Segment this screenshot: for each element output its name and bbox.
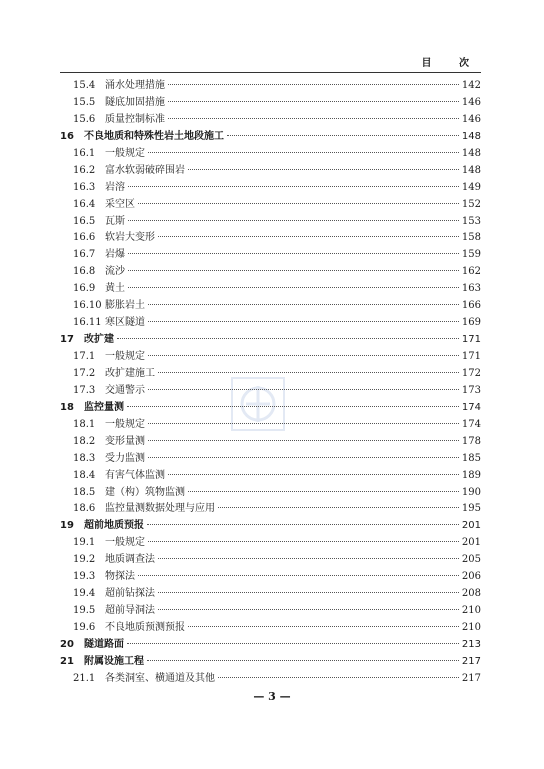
toc-section-entry[interactable]: [60, 671, 481, 688]
toc-chapter-entry[interactable]: [60, 400, 481, 417]
entry-title: 质量控制标准: [105, 113, 165, 125]
entry-title: 建（构）筑物监测: [105, 486, 185, 498]
entry-title: 岩爆: [105, 249, 125, 261]
entry-title: 变形量测: [105, 435, 145, 447]
toc-section-entry[interactable]: [60, 78, 481, 95]
toc-section-entry[interactable]: [60, 180, 481, 197]
toc-section-entry[interactable]: [60, 501, 481, 518]
entry-number: 15.4: [73, 80, 96, 91]
entry-page-number: 178: [461, 435, 481, 447]
entry-number: 19.5: [73, 605, 96, 617]
entry-page-number: 159: [461, 249, 481, 261]
entry-number: 18.6: [73, 503, 96, 515]
dot-leader: [148, 457, 459, 458]
entry-number: 17.3: [73, 384, 96, 396]
toc-section-entry[interactable]: [60, 552, 481, 569]
entry-page-number: 166: [461, 300, 481, 312]
entry-title: 附属设施工程: [84, 655, 144, 667]
entry-number: 18.4: [73, 469, 96, 481]
dot-leader: [148, 321, 459, 322]
entry-page-number: 149: [461, 181, 481, 193]
toc-section-entry[interactable]: [60, 214, 481, 231]
dot-leader: [128, 186, 459, 187]
entry-number: 17.2: [73, 367, 96, 379]
entry-page-number: 217: [461, 655, 481, 667]
entry-page-number: 163: [461, 283, 481, 295]
dot-leader: [127, 643, 459, 644]
dot-leader: [138, 203, 459, 204]
toc-section-entry[interactable]: [60, 485, 481, 502]
entry-title: 地质调查法: [105, 554, 155, 566]
dot-leader: [158, 558, 459, 559]
entry-page-number: 148: [461, 130, 481, 142]
dot-leader: [128, 220, 459, 221]
toc-section-entry[interactable]: [60, 146, 481, 163]
toc-section-entry[interactable]: [60, 383, 481, 400]
entry-title: 隧底加固措施: [105, 96, 165, 108]
entry-title: 改扩建施工: [105, 367, 155, 379]
entry-title: 超前地质预报: [84, 520, 144, 532]
entry-title: 超前导洞法: [105, 605, 155, 617]
toc-chapter-entry[interactable]: [60, 654, 481, 671]
entry-page-number: 162: [461, 266, 481, 278]
entry-title: 超前钻探法: [105, 588, 155, 600]
dot-leader: [218, 507, 459, 508]
entry-page-number: 213: [461, 638, 481, 650]
entry-title: 一般规定: [105, 147, 145, 159]
toc-section-entry[interactable]: [60, 366, 481, 383]
toc-section-entry[interactable]: [60, 197, 481, 214]
entry-title: 一般规定: [105, 418, 145, 430]
entry-page-number: 210: [461, 605, 481, 617]
dot-leader: [148, 423, 459, 424]
entry-number: 16.4: [73, 198, 96, 210]
entry-number: 18.3: [73, 452, 96, 464]
entry-number: 15.6: [73, 113, 96, 125]
toc-section-entry[interactable]: [60, 451, 481, 468]
entry-title: 监控量测数据处理与应用: [105, 503, 215, 515]
toc-section-entry[interactable]: [60, 586, 481, 603]
entry-number: 20: [60, 638, 74, 650]
dot-leader: [188, 169, 459, 170]
entry-page-number: 153: [461, 215, 481, 227]
entry-title: 监控量测: [84, 401, 124, 413]
entry-page-number: 208: [461, 588, 481, 600]
entry-page-number: 152: [461, 198, 481, 210]
entry-page-number: 174: [461, 418, 481, 430]
entry-title: 涌水处理措施: [105, 80, 165, 91]
entry-title: 隧道路面: [84, 638, 124, 650]
dot-leader: [218, 677, 459, 678]
entry-number: 16.10: [73, 300, 102, 312]
entry-title: 交通警示: [105, 384, 145, 396]
entry-title: 瓦斯: [105, 215, 125, 227]
entry-number: 19.1: [73, 537, 96, 549]
toc-section-entry[interactable]: [60, 434, 481, 451]
entry-title: 改扩建: [84, 334, 114, 346]
entry-page-number: 210: [461, 622, 481, 633]
dot-leader: [138, 575, 459, 576]
toc-section-entry[interactable]: [60, 468, 481, 485]
toc-chapter-entry[interactable]: [60, 518, 481, 535]
toc-chapter-entry[interactable]: [60, 129, 481, 146]
toc-section-entry[interactable]: [60, 247, 481, 264]
toc-section-entry[interactable]: [60, 112, 481, 129]
entry-page-number: 171: [461, 334, 481, 346]
entry-page-number: 217: [461, 672, 481, 684]
entry-title: 膨胀岩土: [105, 300, 145, 312]
dot-leader: [128, 270, 459, 271]
toc-section-entry[interactable]: [60, 230, 481, 247]
entry-number: 17.1: [73, 351, 96, 362]
toc-section-entry[interactable]: [60, 264, 481, 281]
entry-page-number: 169: [461, 317, 481, 329]
toc-section-entry[interactable]: [60, 620, 481, 637]
entry-number: 15.5: [73, 96, 96, 108]
entry-number: 16.5: [73, 215, 96, 227]
entry-title: 受力监测: [105, 452, 145, 464]
entry-number: 18.2: [73, 435, 96, 447]
toc-section-entry[interactable]: [60, 298, 481, 315]
dot-leader: [188, 491, 459, 492]
dot-leader: [168, 474, 459, 475]
entry-page-number: 173: [461, 384, 481, 396]
entry-page-number: 158: [461, 232, 481, 244]
dot-leader: [148, 152, 459, 153]
entry-page-number: 206: [461, 571, 481, 583]
dot-leader: [168, 84, 459, 85]
entry-page-number: 201: [461, 520, 481, 532]
dot-leader: [158, 592, 459, 593]
toc-section-entry[interactable]: [60, 281, 481, 298]
dot-leader: [148, 304, 459, 305]
entry-number: 16.6: [73, 232, 96, 244]
dot-leader: [158, 372, 459, 373]
entry-title: 一般规定: [105, 537, 145, 549]
dot-leader: [158, 609, 459, 610]
entry-title: 岩溶: [105, 181, 125, 193]
entry-page-number: 148: [461, 147, 481, 159]
entry-number: 18.1: [73, 418, 96, 430]
entry-title: 软岩大变形: [105, 232, 155, 244]
entry-title: 一般规定: [105, 351, 145, 362]
entry-page-number: 190: [461, 486, 481, 498]
dot-leader: [117, 338, 459, 339]
entry-title: 寒区隧道: [105, 317, 145, 329]
entry-number: 17: [60, 334, 74, 346]
toc-section-entry[interactable]: [60, 535, 481, 552]
toc-chapter-entry[interactable]: [60, 637, 481, 654]
dot-leader: [148, 440, 459, 441]
toc-section-entry[interactable]: [60, 603, 481, 620]
entry-title: 物探法: [105, 571, 135, 583]
page-header: [60, 54, 481, 73]
entry-page-number: 205: [461, 554, 481, 566]
entry-page-number: 171: [461, 351, 481, 362]
entry-page-number: 201: [461, 537, 481, 549]
dot-leader: [127, 406, 459, 407]
entry-title: 不良地质预测预报: [105, 622, 185, 633]
entry-number: 16.9: [73, 283, 96, 295]
entry-number: 16.11: [73, 317, 102, 329]
dot-leader: [227, 135, 459, 136]
dot-leader: [128, 287, 459, 288]
entry-title: 不良地质和特殊性岩土地段施工: [84, 130, 224, 142]
entry-number: 16.8: [73, 266, 96, 278]
header-title: 目 次: [421, 58, 481, 69]
table-of-contents: [60, 78, 481, 688]
toc-chapter-entry[interactable]: [60, 332, 481, 349]
entry-title: 富水软弱破碎围岩: [105, 164, 185, 176]
dot-leader: [168, 101, 459, 102]
entry-page-number: 174: [461, 401, 481, 413]
page-number: — 3 —: [253, 690, 291, 703]
entry-number: 16: [60, 130, 74, 142]
entry-title: 采空区: [105, 198, 135, 210]
dot-leader: [147, 660, 459, 661]
dot-leader: [148, 355, 459, 356]
toc-section-entry[interactable]: [60, 569, 481, 586]
toc-section-entry[interactable]: [60, 95, 481, 112]
entry-title: 各类洞室、横通道及其他: [105, 672, 215, 684]
entry-page-number: 142: [461, 80, 481, 91]
entry-page-number: 189: [461, 469, 481, 481]
entry-number: 16.2: [73, 164, 96, 176]
entry-number: 18: [60, 401, 74, 413]
entry-number: 16.1: [73, 147, 96, 159]
entry-title: 黄土: [105, 283, 125, 295]
entry-number: 19.6: [73, 622, 96, 633]
entry-title: 有害气体监测: [105, 469, 165, 481]
dot-leader: [148, 541, 459, 542]
toc-section-entry[interactable]: [60, 315, 481, 332]
entry-page-number: 185: [461, 452, 481, 464]
entry-number: 21: [60, 655, 74, 667]
dot-leader: [168, 118, 459, 119]
dot-leader: [148, 389, 459, 390]
entry-page-number: 195: [461, 503, 481, 515]
entry-number: 19.4: [73, 588, 96, 600]
entry-page-number: 146: [461, 113, 481, 125]
entry-page-number: 146: [461, 96, 481, 108]
dot-leader: [158, 236, 459, 237]
toc-section-entry[interactable]: [60, 163, 481, 180]
dot-leader: [128, 253, 459, 254]
dot-leader: [188, 626, 459, 627]
entry-number: 21.1: [73, 672, 96, 684]
entry-title: 流沙: [105, 266, 125, 278]
dot-leader: [147, 524, 459, 525]
entry-page-number: 172: [461, 367, 481, 379]
entry-page-number: 148: [461, 164, 481, 176]
toc-section-entry[interactable]: [60, 349, 481, 366]
entry-number: 19: [60, 520, 74, 532]
entry-number: 18.5: [73, 486, 96, 498]
entry-number: 16.7: [73, 249, 96, 261]
entry-number: 16.3: [73, 181, 96, 193]
entry-number: 19.2: [73, 554, 96, 566]
toc-section-entry[interactable]: [60, 417, 481, 434]
entry-number: 19.3: [73, 571, 96, 583]
